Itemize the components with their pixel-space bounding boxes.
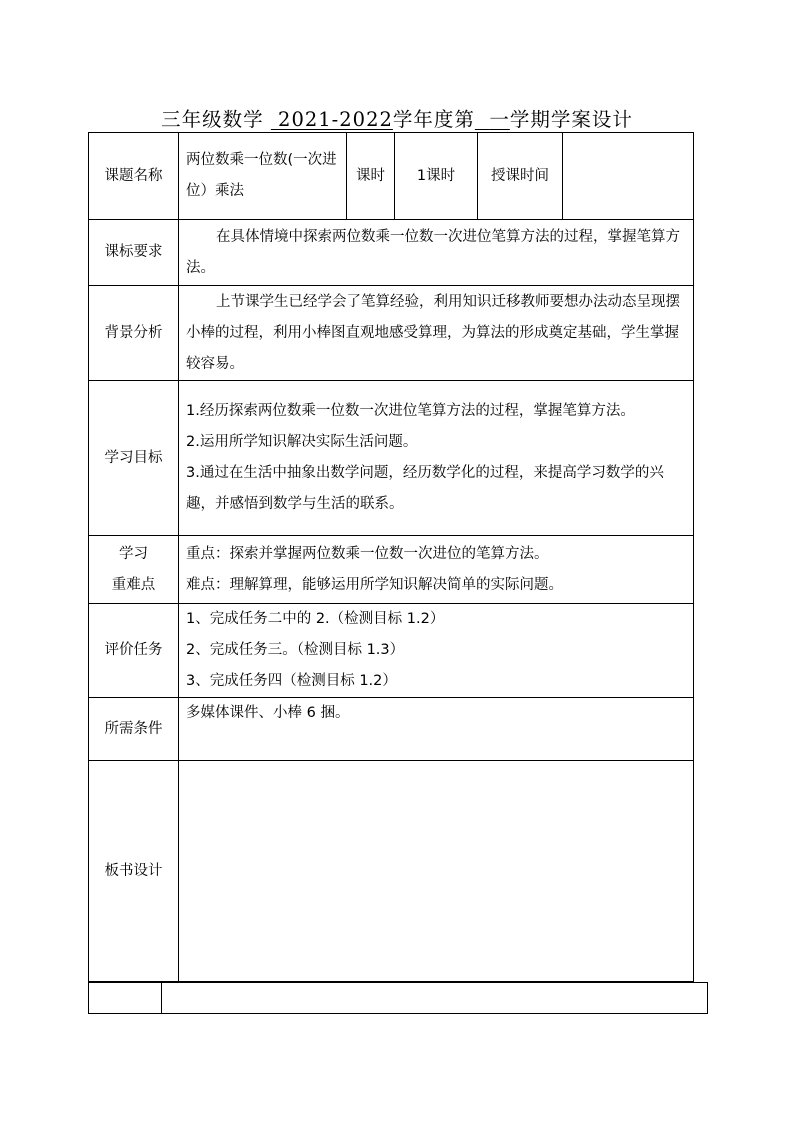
evaluation-label: 评价任务 — [89, 604, 179, 698]
time-value — [563, 133, 694, 220]
objective-item: 3.通过在生活中抽象出数学问题，经历数学化的过程，来提高学习数学的兴趣，并感悟到数学与生活的联系。 — [186, 465, 664, 512]
objective-item: 1.经历探索两位数乘一位数一次进位笔算方法的过程，掌握笔算方法。 — [186, 403, 635, 419]
title-year-field — [271, 108, 393, 131]
key-points-label-line2: 重难点 — [111, 576, 156, 593]
background-text: 上节课学生已经学会了笔算经验，利用知识迁移教师要想办法动态呈现摆小棒的过程，利用小棒图直观地感受算理，为算法的形成奠定基础，学生掌握较容易。 — [179, 286, 694, 381]
key-points-row — [89, 536, 694, 604]
key-points-label — [89, 536, 179, 604]
objectives-label: 学习目标 — [89, 381, 179, 536]
title-term-field — [475, 108, 510, 131]
objectives-content — [179, 381, 694, 536]
period-value: 1课时 — [395, 133, 478, 220]
lesson-plan-table — [88, 132, 694, 982]
board-label: 板书设计 — [89, 761, 179, 982]
evaluation-item: 2、完成任务三。（检测目标 1.3） — [186, 642, 405, 658]
footer-cell-left — [89, 983, 162, 1014]
standard-row — [89, 220, 694, 286]
page-title — [0, 104, 794, 132]
footer-cell-right — [162, 983, 708, 1014]
objective-item: 2.运用所学知识解决实际生活问题。 — [186, 434, 418, 450]
standard-label: 课标要求 — [89, 220, 179, 286]
standard-text: 在具体情境中探索两位数乘一位数一次进位笔算方法的过程，掌握笔算方法。 — [179, 220, 694, 286]
title-prefix: 三年级数学 — [161, 108, 271, 131]
title-mid: 学年度第 — [392, 108, 475, 131]
conditions-text: 多媒体课件、小棒 6 捆。 — [179, 698, 694, 761]
evaluation-item: 3、完成任务四（检测目标 1.2） — [186, 673, 397, 689]
background-label: 背景分析 — [89, 286, 179, 381]
focus-text: 重点：探索并掌握两位数乘一位数一次进位的笔算方法。 — [186, 545, 549, 562]
board-content — [179, 761, 694, 982]
title-year: 2021-2022 — [278, 108, 393, 131]
time-label: 授课时间 — [478, 133, 563, 220]
period-label: 课时 — [347, 133, 395, 220]
background-row — [89, 286, 694, 381]
topic-value: 两位数乘一位数(一次进位）乘法 — [179, 133, 347, 220]
footer-table — [88, 982, 708, 1014]
topic-label: 课题名称 — [89, 133, 179, 220]
title-term: 一 — [489, 108, 510, 131]
conditions-label: 所需条件 — [89, 698, 179, 761]
difficulty-text: 难点：理解算理，能够运用所学知识解决简单的实际问题。 — [186, 576, 563, 593]
header-row — [89, 133, 694, 220]
evaluation-row — [89, 604, 694, 698]
evaluation-item: 1、完成任务二中的 2.（检测目标 1.2） — [186, 611, 445, 627]
title-suffix: 学期学案设计 — [509, 108, 633, 131]
conditions-row — [89, 698, 694, 761]
evaluation-content — [179, 604, 694, 698]
key-points-label-line1: 学习 — [119, 545, 148, 562]
board-row — [89, 761, 694, 982]
objectives-row — [89, 381, 694, 536]
key-points-content — [179, 536, 694, 604]
